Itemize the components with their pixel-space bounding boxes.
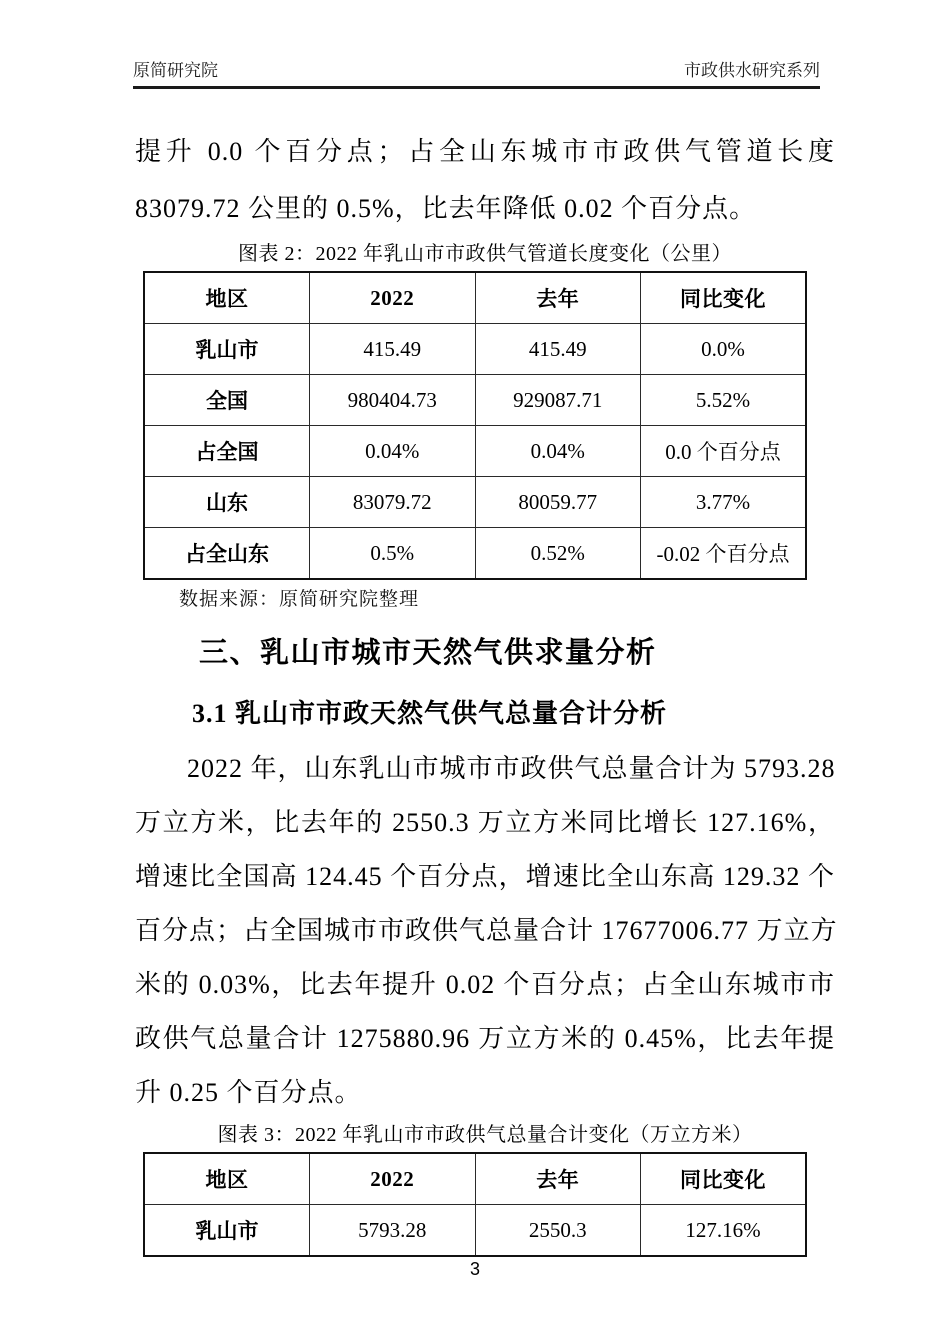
table-cell: 全国 — [144, 375, 310, 426]
table2-caption: 图表 2：2022 年乳山市市政供气管道长度变化（公里） — [238, 243, 732, 265]
text-line: 2022 年，山东乳山市城市市政供气总量合计为 5793.28 — [187, 754, 836, 783]
table-cell: 980404.73 — [310, 375, 476, 426]
table-row — [144, 375, 806, 426]
text-line: 米的 0.03%，比去年提升 0.02 个百分点；占全山东城市市 — [135, 970, 835, 999]
table-cell: 127.16% — [641, 1205, 807, 1257]
page-number: 3 — [469, 1259, 480, 1279]
section-heading: 三、乳山市城市天然气供求量分析 — [199, 637, 657, 669]
table-cell: 0.52% — [475, 528, 641, 580]
column-header-lastyear: 去年 — [475, 272, 641, 324]
text-line: 83079.72 公里的 0.5%，比去年降低 0.02 个百分点。 — [135, 194, 757, 223]
paragraph-pipeline-summary — [135, 123, 835, 237]
text-line: 政供气总量合计 1275880.96 万立方米的 0.45%，比去年提 — [135, 1024, 835, 1053]
text-line: 提升 0.0 个百分点；占全山东城市市政供气管道长度 — [135, 137, 835, 166]
table-cell: 0.04% — [310, 426, 476, 477]
table-header-row — [144, 272, 806, 324]
header-institute-name: 原简研究院 — [133, 61, 218, 80]
column-header-2022: 2022 — [310, 272, 476, 324]
table-cell: 929087.71 — [475, 375, 641, 426]
table-cell: 占全山东 — [144, 528, 310, 580]
table-cell: 0.0 个百分点 — [641, 426, 807, 477]
table-cell: 0.0% — [641, 324, 807, 375]
page-header — [133, 56, 820, 89]
table-cell: 415.49 — [475, 324, 641, 375]
table-cell: 占全国 — [144, 426, 310, 477]
table-row — [144, 477, 806, 528]
column-header-region: 地区 — [144, 1153, 310, 1205]
header-series-name: 市政供水研究系列 — [684, 61, 820, 80]
table-cell: 乳山市 — [144, 1205, 310, 1257]
table-cell: 0.04% — [475, 426, 641, 477]
column-header-lastyear: 去年 — [475, 1153, 641, 1205]
table-cell: 2550.3 — [475, 1205, 641, 1257]
table-row — [144, 426, 806, 477]
text-line: 百分点；占全国城市市政供气总量合计 17677006.77 万立方 — [135, 916, 838, 945]
table-row — [144, 1205, 806, 1257]
column-header-yoy: 同比变化 — [641, 272, 807, 324]
table-cell: 80059.77 — [475, 477, 641, 528]
table-cell: 5.52% — [641, 375, 807, 426]
table-cell: -0.02 个百分点 — [641, 528, 807, 580]
pipeline-length-table — [143, 271, 807, 580]
subsection-heading: 3.1 乳山市市政天然气供气总量合计分析 — [192, 699, 668, 728]
paragraph-supply-analysis — [135, 742, 838, 1120]
table-cell: 乳山市 — [144, 324, 310, 375]
text-line: 升 0.25 个百分点。 — [135, 1078, 362, 1107]
table-cell: 山东 — [144, 477, 310, 528]
table-cell: 3.77% — [641, 477, 807, 528]
data-source-note: 数据来源：原简研究院整理 — [179, 589, 420, 610]
text-line: 增速比全国高 124.45 个百分点，增速比全山东高 129.32 个 — [135, 862, 835, 891]
table3-caption: 图表 3：2022 年乳山市市政供气总量合计变化（万立方米） — [217, 1124, 753, 1146]
column-header-yoy: 同比变化 — [641, 1153, 807, 1205]
text-line: 万立方米，比去年的 2550.3 万立方米同比增长 127.16%， — [135, 808, 835, 837]
table-cell: 0.5% — [310, 528, 476, 580]
table-row — [144, 528, 806, 580]
page-content — [135, 123, 838, 1257]
supply-volume-table — [143, 1152, 807, 1257]
table-header-row — [144, 1153, 806, 1205]
table-row — [144, 324, 806, 375]
column-header-region: 地区 — [144, 272, 310, 324]
table-cell: 5793.28 — [310, 1205, 476, 1257]
column-header-2022: 2022 — [310, 1153, 476, 1205]
table-cell: 415.49 — [310, 324, 476, 375]
table-cell: 83079.72 — [310, 477, 476, 528]
